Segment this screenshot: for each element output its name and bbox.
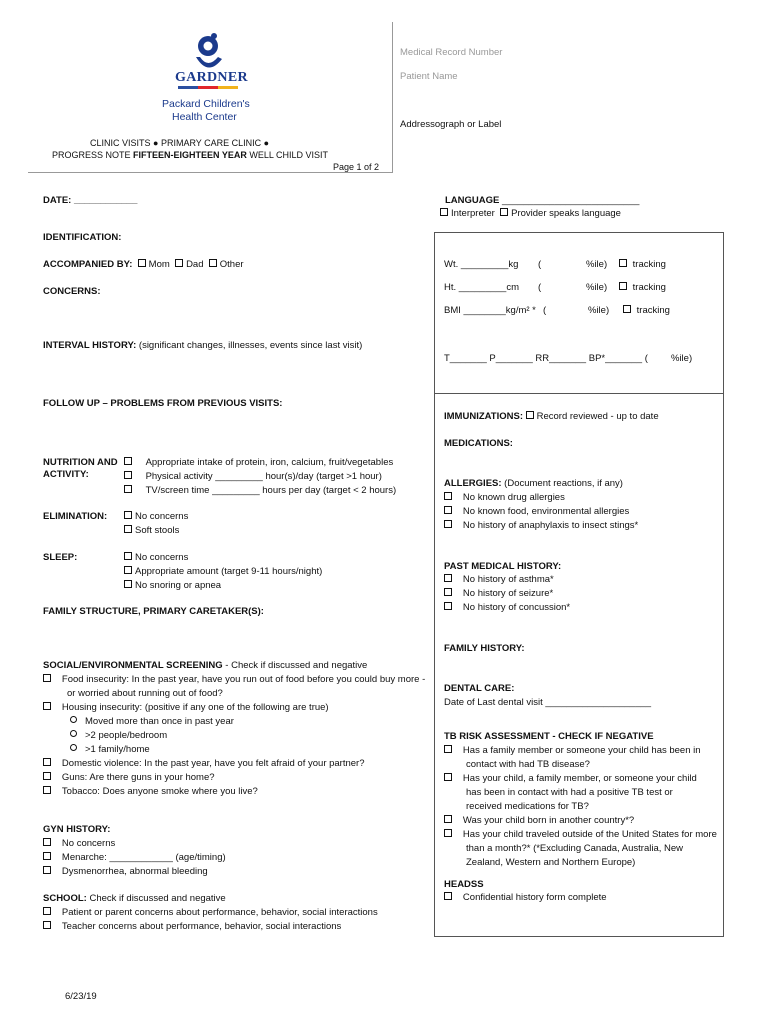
- dental-visit-field[interactable]: Date of Last dental visit ____________________: [444, 697, 652, 708]
- center-name-1: Packard Children's: [162, 98, 250, 110]
- family-structure-label: FAMILY STRUCTURE, PRIMARY CARETAKER(S):: [43, 606, 264, 617]
- checkbox-no-concussion[interactable]: [444, 602, 452, 610]
- patient-concerns: Patient or parent concerns about performance, behavior, social interactions: [61, 907, 378, 918]
- elimination-no-concerns: No concerns: [135, 511, 189, 522]
- checkbox-elimination-no-concerns[interactable]: [124, 511, 132, 519]
- record-reviewed: Record reviewed - up to date: [536, 411, 659, 422]
- housing-people-bedroom: >2 people/bedroom: [85, 730, 168, 741]
- sleep-amount: Appropriate amount (target 9-11 hours/night): [135, 566, 323, 577]
- bullet-icon: [70, 716, 77, 723]
- height-tracking-label: tracking: [632, 282, 666, 293]
- checkbox-housing-insecurity[interactable]: [43, 702, 51, 710]
- sleep-label: SLEEP:: [43, 552, 78, 563]
- soft-stools: Soft stools: [135, 525, 180, 536]
- footer-date: 6/23/19: [65, 991, 97, 1002]
- allergies-note: (Document reactions, if any): [501, 478, 623, 489]
- pmh-label: PAST MEDICAL HISTORY:: [444, 561, 562, 572]
- concerns-label: CONCERNS:: [43, 286, 101, 297]
- option-other: Other: [219, 259, 244, 270]
- bmi-tracking: [623, 305, 670, 316]
- checkbox-no-drug-allergies[interactable]: [444, 492, 452, 500]
- school-item: [43, 907, 378, 918]
- bmi-paren: (: [543, 305, 547, 316]
- accompanied-by-label: ACCOMPANIED BY:: [43, 259, 133, 270]
- logo-name: GARDNER: [175, 70, 248, 85]
- nutrition-label-2: ACTIVITY:: [43, 469, 89, 480]
- checkbox-physical-activity[interactable]: [124, 471, 132, 479]
- checkbox-menarche[interactable]: [43, 852, 51, 860]
- header-bottom-divider: [28, 172, 393, 173]
- logo-bar-red: [198, 86, 218, 89]
- no-seizure: No history of seizure*: [462, 588, 554, 599]
- checkbox-teacher-concerns[interactable]: [43, 921, 51, 929]
- domestic-violence-text: Domestic violence: In the past year, have you felt afraid of your partner?: [61, 758, 365, 769]
- checkbox-guns[interactable]: [43, 772, 51, 780]
- medications-label: MEDICATIONS:: [444, 438, 513, 449]
- checkbox-bmi-tracking[interactable]: [623, 305, 631, 313]
- checkbox-tb-travel[interactable]: [444, 829, 452, 837]
- sleep-item: [124, 566, 322, 577]
- tb-item: [444, 815, 634, 826]
- headss-item: [444, 892, 607, 903]
- vitals-pct: %ile): [671, 353, 693, 364]
- checkbox-tb-positive-test[interactable]: [444, 773, 452, 781]
- tb-travel-text-3: Zealand, Western and Northern Europe): [466, 857, 636, 868]
- checkbox-height-tracking[interactable]: [619, 282, 627, 290]
- identification-label: IDENTIFICATION:: [43, 232, 122, 243]
- elimination-label: ELIMINATION:: [43, 511, 108, 522]
- weight-pct: %ile): [586, 259, 608, 270]
- screen-time: TV/screen time _________ hours per day (target < 2 hours): [145, 485, 397, 496]
- checkbox-sleep-amount[interactable]: [124, 566, 132, 574]
- header-vertical-divider: [392, 22, 393, 172]
- checkbox-tb-contact[interactable]: [444, 745, 452, 753]
- height-field[interactable]: Ht. _________cm: [444, 282, 519, 293]
- logo-bar-yellow: [218, 86, 238, 89]
- weight-tracking: [619, 259, 666, 270]
- weight-tracking-label: tracking: [632, 259, 666, 270]
- height-paren: (: [538, 282, 542, 293]
- checkbox-sleep-no-concerns[interactable]: [124, 552, 132, 560]
- tb-travel-text-2: than a month?* (*Excluding Canada, Australia, New: [466, 843, 684, 854]
- tb-travel-text: Has your child traveled outside of the United States for more: [462, 829, 717, 840]
- page-number: Page 1 of 2: [333, 162, 380, 172]
- gyn-item: [43, 866, 208, 877]
- confidential-history: Confidential history form complete: [462, 892, 607, 903]
- nutrition-item: [124, 471, 382, 482]
- social-food-insecurity: [43, 674, 425, 685]
- tobacco-text: Tobacco: Does anyone smoke where you live?: [61, 786, 258, 797]
- tb-positive-test-text: Has your child, a family member, or someone your child: [462, 773, 697, 784]
- school-heading: [43, 893, 226, 904]
- tb-contact-text-2: contact with had TB disease?: [466, 759, 590, 770]
- gyn-no-concerns: No concerns: [61, 838, 116, 849]
- nutrition-intake: Appropriate intake of protein, iron, calcium, fruit/vegetables: [145, 457, 394, 468]
- physical-activity: Physical activity _________ hour(s)/day (target >1 hour): [145, 471, 382, 482]
- bmi-field[interactable]: BMI ________kg/m² *: [444, 305, 536, 316]
- sleep-item: [124, 552, 188, 563]
- school-note: Check if discussed and negative: [86, 893, 226, 904]
- social-screening-note: - Check if discussed and negative: [222, 660, 368, 671]
- checkbox-gyn-no-concerns[interactable]: [43, 838, 51, 846]
- pmh-item: [444, 588, 553, 599]
- checkbox-interpreter[interactable]: [440, 208, 448, 216]
- gardner-g-icon: [190, 33, 226, 71]
- vitals-divider: [434, 393, 724, 394]
- option-provider-speaks: Provider speaks language: [511, 208, 621, 219]
- form-title-line-1: CLINIC VISITS ● PRIMARY CARE CLINIC ●: [90, 138, 270, 148]
- checkbox-provider-speaks[interactable]: [500, 208, 508, 216]
- housing-insecurity-text: Housing insecurity: (positive if any one of the following are true): [61, 702, 329, 713]
- language-field[interactable]: __________________________: [502, 195, 640, 206]
- social-screening-heading: [43, 660, 367, 671]
- follow-up-label: FOLLOW UP – PROBLEMS FROM PREVIOUS VISITS:: [43, 398, 283, 409]
- checkbox-dysmenorrhea[interactable]: [43, 866, 51, 874]
- checkbox-no-food-allergies[interactable]: [444, 506, 452, 514]
- patient-name-label: Patient Name: [400, 71, 458, 82]
- gyn-item: [43, 838, 115, 849]
- bmi-pct: %ile): [588, 305, 610, 316]
- no-drug-allergies: No known drug allergies: [462, 492, 565, 503]
- height-pct: %ile): [586, 282, 608, 293]
- elimination-item: [124, 525, 179, 536]
- menarche: Menarche: ____________ (age/timing): [61, 852, 226, 863]
- tb-born-abroad-text: Was your child born in another country*?: [462, 815, 635, 826]
- tb-item: [444, 829, 717, 840]
- checkbox-nutrition-intake[interactable]: [124, 457, 132, 465]
- interval-history-label: INTERVAL HISTORY:: [43, 340, 137, 351]
- social-guns: [43, 772, 215, 783]
- nutrition-item: [124, 485, 396, 496]
- sleep-no-concerns: No concerns: [135, 552, 189, 563]
- school-item: [43, 921, 341, 932]
- option-interpreter: Interpreter: [451, 208, 495, 219]
- mrn-label: Medical Record Number: [400, 47, 503, 58]
- checkbox-no-snoring[interactable]: [124, 580, 132, 588]
- checkbox-record-reviewed[interactable]: [526, 411, 534, 419]
- checkbox-other[interactable]: [209, 259, 217, 267]
- no-snoring: No snoring or apnea: [135, 580, 222, 591]
- height-tracking: [619, 282, 666, 293]
- housing-moved: Moved more than once in past year: [85, 716, 234, 727]
- vitals-field[interactable]: T_______ P_______ RR_______ BP*_______ (: [444, 353, 648, 364]
- teacher-concerns: Teacher concerns about performance, behavior, social interactions: [61, 921, 342, 932]
- school-label: SCHOOL:: [43, 893, 87, 904]
- no-concussion: No history of concussion*: [462, 602, 571, 613]
- social-screening-label: SOCIAL/ENVIRONMENTAL SCREENING: [43, 660, 223, 671]
- addressograph-label: Addressograph or Label: [400, 119, 502, 130]
- gyn-item: [43, 852, 226, 863]
- tb-item: [444, 773, 697, 784]
- checkbox-food-insecurity[interactable]: [43, 674, 51, 682]
- center-name-2: Health Center: [172, 111, 237, 123]
- checkbox-dad[interactable]: [175, 259, 183, 267]
- housing-sub-item: [70, 744, 150, 755]
- social-tobacco: [43, 786, 258, 797]
- weight-field[interactable]: Wt. _________kg: [444, 259, 519, 270]
- language-options: [440, 208, 621, 219]
- checkbox-mom[interactable]: [138, 259, 146, 267]
- social-violence: [43, 758, 365, 769]
- allergies-label: ALLERGIES:: [444, 478, 502, 489]
- no-asthma: No history of asthma*: [462, 574, 554, 585]
- language-label: LANGUAGE: [445, 195, 502, 206]
- pmh-item: [444, 602, 570, 613]
- bullet-icon: [70, 744, 77, 751]
- tb-risk-label: TB RISK ASSESSMENT - CHECK IF NEGATIVE: [444, 731, 654, 742]
- bullet-icon: [70, 730, 77, 737]
- option-mom: Mom: [148, 259, 170, 270]
- dental-care-label: DENTAL CARE:: [444, 683, 515, 694]
- logo-bar-blue: [178, 86, 198, 89]
- checkbox-screen-time[interactable]: [124, 485, 132, 493]
- checkbox-soft-stools[interactable]: [124, 525, 132, 533]
- tb-positive-test-text-3: received medications for TB?: [466, 801, 589, 812]
- nutrition-label-1: NUTRITION AND: [43, 457, 118, 468]
- form-title-prefix: PROGRESS NOTE: [52, 150, 134, 160]
- language-line: [445, 195, 639, 206]
- checkbox-no-asthma[interactable]: [444, 574, 452, 582]
- allergy-item: [444, 520, 638, 531]
- housing-sub-item: [70, 716, 234, 727]
- immunizations-label: IMMUNIZATIONS:: [444, 411, 523, 422]
- headss-label: HEADSS: [444, 879, 484, 890]
- allergy-item: [444, 492, 565, 503]
- guns-text: Guns: Are there guns in your home?: [61, 772, 215, 783]
- no-food-allergies: No known food, environmental allergies: [462, 506, 630, 517]
- dysmenorrhea: Dysmenorrhea, abnormal bleeding: [61, 866, 208, 877]
- form-title-bold: FIFTEEN-EIGHTEEN YEAR: [133, 150, 247, 160]
- checkbox-tb-born-abroad[interactable]: [444, 815, 452, 823]
- checkbox-tobacco[interactable]: [43, 786, 51, 794]
- bmi-tracking-label: tracking: [636, 305, 670, 316]
- housing-sub-item: [70, 730, 167, 741]
- form-title-suffix: WELL CHILD VISIT: [246, 150, 329, 160]
- tb-contact-text: Has a family member or someone your child has been in: [462, 745, 701, 756]
- no-anaphylaxis: No history of anaphylaxis to insect stings*: [462, 520, 639, 531]
- food-insecurity-text-2: or worried about running out of food?: [67, 688, 223, 699]
- date-field[interactable]: DATE: ____________: [43, 195, 138, 206]
- food-insecurity-text: Food insecurity: In the past year, have you run out of food before you could buy more -: [61, 674, 426, 685]
- option-dad: Dad: [186, 259, 204, 270]
- gyn-history-label: GYN HISTORY:: [43, 824, 111, 835]
- interval-history: [43, 340, 362, 351]
- social-housing: [43, 702, 329, 713]
- checkbox-domestic-violence[interactable]: [43, 758, 51, 766]
- checkbox-confidential-history[interactable]: [444, 892, 452, 900]
- nutrition-item: [124, 457, 393, 468]
- allergy-item: [444, 506, 629, 517]
- interval-history-note: (significant changes, illnesses, events since last visit): [136, 340, 363, 351]
- checkbox-patient-concerns[interactable]: [43, 907, 51, 915]
- form-title-line-2: [52, 150, 328, 160]
- checkbox-weight-tracking[interactable]: [619, 259, 627, 267]
- sleep-item: [124, 580, 221, 591]
- elimination-item: [124, 511, 188, 522]
- immunizations: [444, 411, 659, 422]
- checkbox-no-seizure[interactable]: [444, 588, 452, 596]
- accompanied-by: [43, 259, 244, 270]
- checkbox-no-anaphylaxis[interactable]: [444, 520, 452, 528]
- tb-positive-test-text-2: has been in contact with had a positive TB test or: [466, 787, 673, 798]
- housing-family-home: >1 family/home: [85, 744, 150, 755]
- family-history-label: FAMILY HISTORY:: [444, 643, 525, 654]
- pmh-item: [444, 574, 554, 585]
- weight-paren: (: [538, 259, 542, 270]
- allergies-heading: [444, 478, 623, 489]
- tb-item: [444, 745, 701, 756]
